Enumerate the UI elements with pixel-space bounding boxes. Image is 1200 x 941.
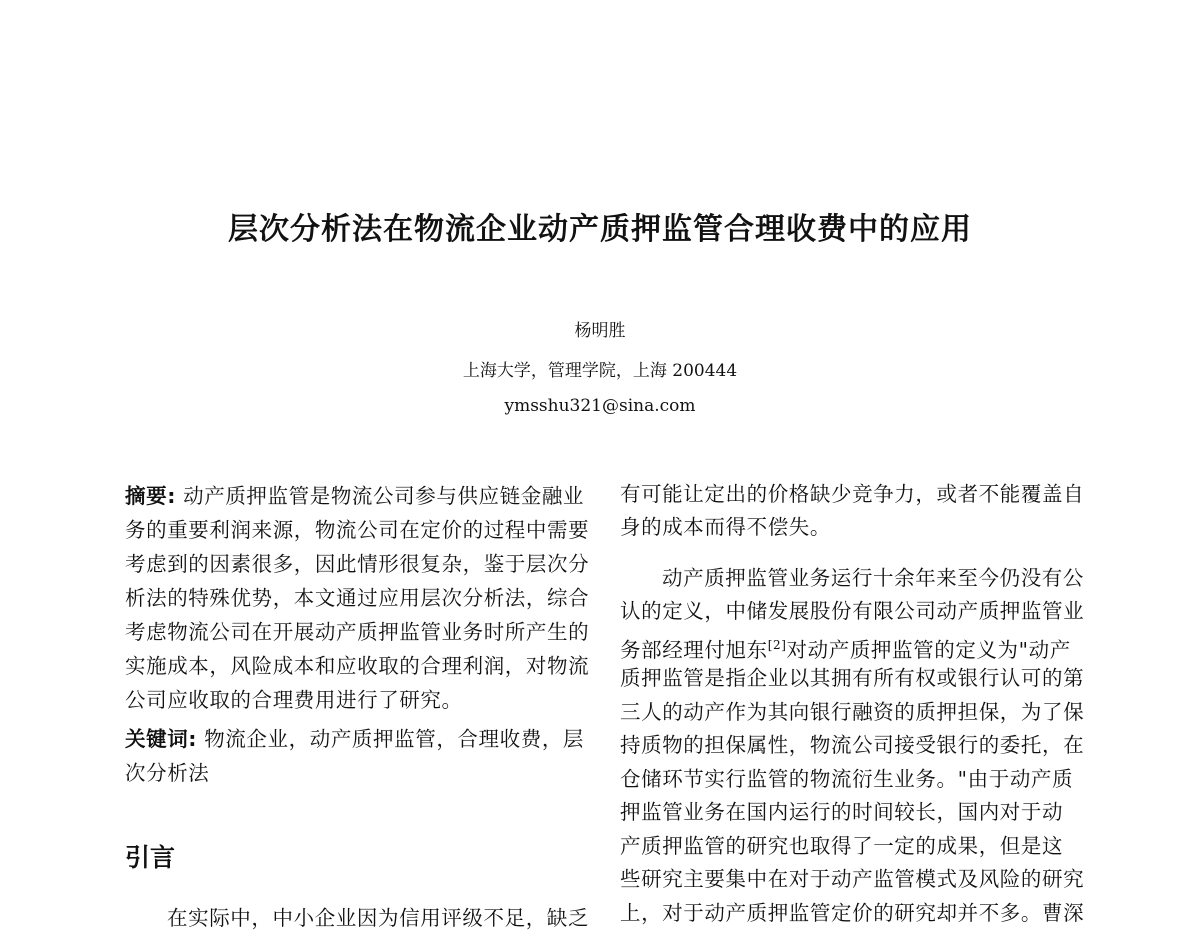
body-line: 身的成本而得不偿失。 (620, 515, 831, 539)
keywords-text: 物流企业，动产质押监管，合理收费，层 (204, 727, 585, 751)
body-line (620, 631, 1071, 664)
body-line: 认的定义，中储发展股份有限公司动产质押监管业 (620, 599, 1085, 623)
body-line: 押监管业务在国内运行的时间较长，国内对于动 (620, 800, 1064, 824)
body-text: 务部经理付旭东 (620, 637, 768, 662)
keywords-line: 次分析法 (125, 761, 210, 785)
author-email: ymsshu321@sina.com (504, 396, 696, 416)
abstract-text: 动产质押监管是物流公司参与供应链金融业 (183, 484, 585, 508)
paper-title: 层次分析法在物流企业动产质押监管合理收费中的应用 (228, 212, 972, 247)
body-line: 有可能让定出的价格缺少竞争力，或者不能覆盖自 (620, 482, 1085, 506)
author-name: 杨明胜 (574, 321, 626, 341)
abstract-line: 公司应收取的合理费用进行了研究。 (125, 688, 463, 712)
section-heading: 引言 (125, 843, 176, 872)
author-affiliation: 上海大学，管理学院，上海 200444 (462, 361, 738, 381)
abstract-line (125, 482, 584, 510)
body-line: 仓储环节实行监管的物流衍生业务。"由于动产质 (620, 767, 1074, 791)
body-line: 产质押监管的研究也取得了一定的成果，但是这 (620, 834, 1064, 858)
body-line: 些研究主要集中在对于动产监管模式及风险的研究 (620, 867, 1085, 891)
abstract-line: 考虑到的因素很多，因此情形很复杂，鉴于层次分 (125, 552, 590, 576)
body-line: 质押监管是指企业以其拥有所有权或银行认可的第 (620, 666, 1085, 690)
abstract-line: 务的重要利润来源，物流公司在定价的过程中需要 (125, 518, 590, 542)
abstract-label: 摘要: (125, 484, 176, 508)
body-line: 动产质押监管业务运行十余年来至今仍没有公 (662, 566, 1084, 590)
body-line: 持质物的担保属性，物流公司接受银行的委托，在 (620, 733, 1085, 757)
abstract-line: 析法的特殊优势，本文通过应用层次分析法，综合 (125, 586, 590, 610)
body-line: 上，对于动产质押监管定价的研究却并不多。曹深 (620, 901, 1085, 925)
intro-line: 在实际中，中小企业因为信用评级不足，缺乏 (167, 906, 589, 930)
keywords-line (125, 725, 584, 753)
abstract-line: 实施成本，风险成本和应收取的合理利润，对物流 (125, 654, 590, 678)
body-text: 对动产质押监管的定义为"动产 (786, 637, 1071, 662)
body-line: 三人的动产作为其向银行融资的质押担保，为了保 (620, 700, 1085, 724)
keywords-label: 关键词: (125, 727, 198, 751)
citation-ref: [2] (767, 638, 787, 652)
abstract-line: 考虑物流公司在开展动产质押监管业务时所产生的 (125, 620, 590, 644)
